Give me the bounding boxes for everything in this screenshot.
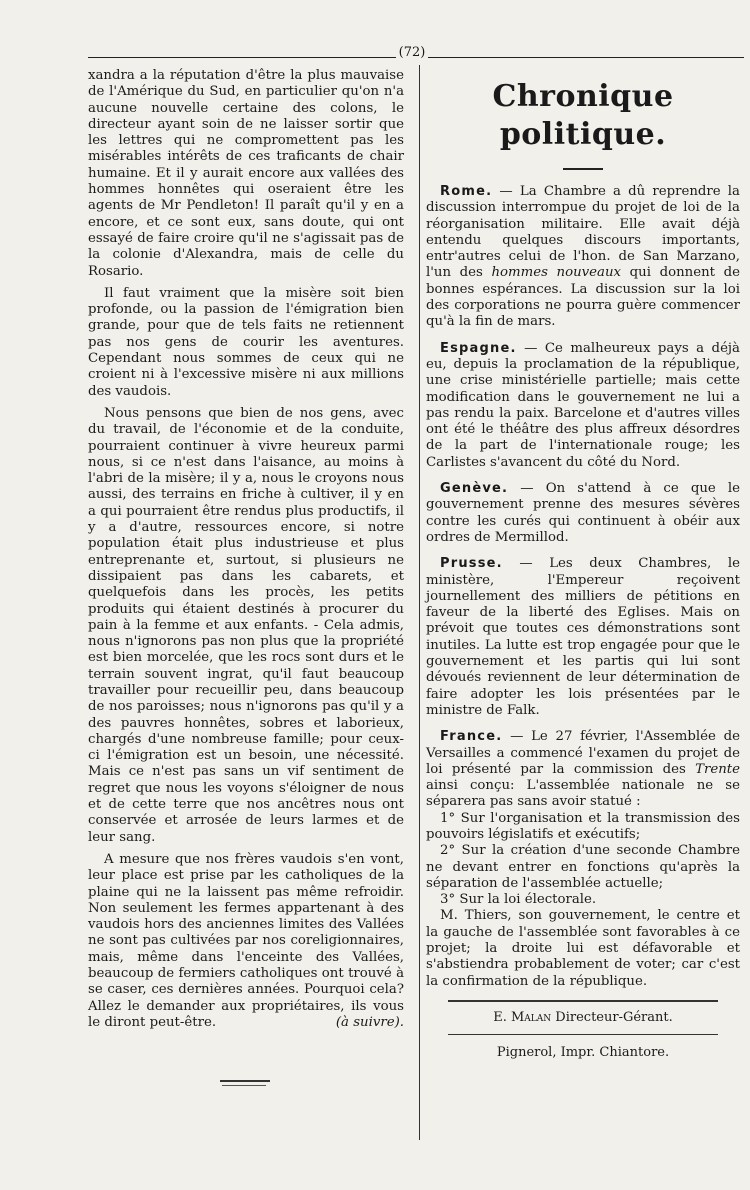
article-rome-text-a: — La Chambre a dû reprendre la discussion interrompue du projet de loi de la réorganisation militaire. Elle avait déjà entendu quelques discours importants, entr'autres celui de l'hon. de San Marzano, l'un des <box>426 184 740 281</box>
article-france <box>426 729 740 810</box>
article-paragraph-1: xandra a la réputation d'être la plus mauvaise de l'Amérique du Sud, en particulier qu'on n'a aucune nouvelle certaine des colons, le directeur ayant soin de ne laisser sortir que les lettres qui ne compromettent pas les misérables intérêts de ces traficants de chair humaine. Et il y aurait encore aux vallées des hommes honnêtes qui oseraient être les agents de Mr Pendleton! Il paraît qu'il y en a encore, et ce sont eux, sans doute, qui ont essayé de faire croire qu'il ne s'agissait pas de la colonie d'Alexandra, mais de celle du Rosario. <box>88 68 404 279</box>
article-france-italic: Trente <box>695 761 740 777</box>
article-paragraph-4 <box>88 852 404 1031</box>
article-paragraph-2: Il faut vraiment que la misère soit bien profonde, ou la passion de l'émigration bien grande, pour que de tels faits ne retiennent pas nos gens de courir les aventures. Cependant nous sommes de ceux qui ne croient ni à l'excessive misère ni aux millions des vaudois. <box>88 285 404 399</box>
article-paragraph-4-text: A mesure que nos frères vaudois s'en vont, leur place est prise par les catholiques de la plaine qui ne la laissent pas même refroidir. Non seulement les fermes appartenant à des vaudois hors des anciennes limites des Vallées ne sont pas cultivées par nos coreligionnaires, mais, même dans l'enceinte des Vallées, beaucoup de fermiers catholiques ont trouvé à se caser, ces dernières années. Pourquoi cela? Allez le demander aux propriétaires, ils vous le diront peut-être. <box>88 851 404 1030</box>
end-rule-secondary <box>222 1085 266 1086</box>
article-geneve-heading: Genève. <box>440 481 509 497</box>
article-prusse <box>426 556 740 719</box>
article-prusse-heading: Prusse. <box>440 556 503 572</box>
article-france-closing: M. Thiers, son gouvernement, le centre et la gauche de l'assemblée sont favorables à ce projet; la droite lui est défavorable et s'abstiendra probablement de voter; car c'est la confirmation de la république. <box>426 908 740 989</box>
header-rule-left <box>88 57 396 58</box>
article-rome-italic: hommes nouveaux <box>491 265 622 281</box>
section-title: Chronique politique. <box>492 79 674 152</box>
to-be-continued: (à suivre). <box>335 1014 404 1030</box>
signature-rule-top <box>448 1000 718 1002</box>
article-geneve <box>426 481 740 546</box>
article-espagne-text: — Ce malheureux pays a déjà eu, depuis la proclamation de la république, une crise ministérielle partielle; mais cette modification dans le gouvernement ne lui a pas rendu la paix. Barcelone et d'autres villes ont été le théâtre des plus affreux désordres de la part de l'internationale rouge; les Carlistes s'avancent du côté du Nord. <box>426 340 740 470</box>
column-separator <box>419 65 420 1140</box>
signature <box>426 1010 740 1026</box>
list-item-1: 1° Sur l'organisation et la transmission des pouvoirs législatifs et exécutifs; <box>426 810 740 842</box>
list-item-2: 2° Sur la création d'une seconde Chambre ne devant entrer en fonctions qu'après la séparation de l'assemblée actuelle; <box>426 843 740 891</box>
title-rule <box>563 168 603 170</box>
end-rule <box>220 1080 270 1082</box>
article-espagne-heading: Espagne. <box>440 340 517 356</box>
signature-role: Directeur-Gérant. <box>551 1009 673 1025</box>
signature-rule-bottom <box>448 1034 718 1035</box>
article-prusse-text: — Les deux Chambres, le ministère, l'Empereur reçoivent journellement des milliers de pétitions en faveur de la liberté des Eglises. Mais on prévoit que toutes ces démonstrations sont inutiles. La lutte est trop engagée pour que le gouvernement et les partis qui lui sont dévoués reviennent de leur détermination de faire adopter les lois présentées par le ministre de Falk. <box>426 556 740 718</box>
signature-name: Malan <box>511 1009 552 1025</box>
printer-line: Pignerol, Impr. Chiantore. <box>496 1045 670 1061</box>
page-number: (72) <box>398 45 426 60</box>
article-geneve-text: — On s'attend à ce que le gouvernement prenne des mesures sévères contre les curés qui continuent à obéir aux ordres de Mermillod. <box>426 481 740 545</box>
article-france-text-a: — Le 27 février, l'Assemblée de Versailles a commencé l'examen du projet de loi présenté par la commission des <box>426 729 740 777</box>
left-column <box>88 68 404 1031</box>
article-rome-text-b: qui donnent de bonnes espérances. La discussion sur la loi des corporations ne pourra guère commencer qu'à la fin de mars. <box>426 265 740 330</box>
list-item-3: 3° Sur la loi électorale. <box>440 892 597 908</box>
article-france-heading: France. <box>440 729 503 745</box>
article-rome-heading: Rome. <box>440 184 493 199</box>
article-rome <box>426 184 740 331</box>
right-column <box>426 68 740 1062</box>
article-paragraph-3: Nous pensons que bien de nos gens, avec du travail, de l'économie et de la conduite, pourraient continuer à vivre heureux parmi nous, si ce n'est dans l'aisance, au moins à l'abri de la misère; il y a, nous le croyons nous aussi, des terrains en friche à cultiver, il y en a qui pourraient être rendus plus productifs, il y a d'autre, ressources encore, si notre population était plus industrieuse et plus entreprenante et, surtout, si plusieurs ne dissipaient pas dans les cabarets, et quelquefois dans les procès, les petits produits qui étaient destinés à procurer du pain à la femme et aux enfants. - Cela admis, nous n'ignorons pas non plus que la propriété est bien morcelée, que les rocs sont durs et le terrain souvent ingrat, qu'il faut beaucoup travailler pour recueillir peu, dans beaucoup de nos paroisses; nous n'ignorons pas qu'il y a des pauvres honnêtes, sobres et laborieux, chargés d'une nombreuse famille; pour ceux-ci l'émigration est un besoin, une nécessité. Mais ce n'est pas sans un vif sentiment de regret que nous les voyons s'éloigner de nous et de cette terre que nos ancêtres nous ont conservée et arrosée de leurs larmes et de leur sang. <box>88 405 404 845</box>
header-rule-right <box>428 57 744 58</box>
article-espagne <box>426 341 740 471</box>
article-france-text-b: ainsi conçu: L'assemblée nationale ne se séparera pas sans avoir statué : <box>426 778 740 810</box>
signature-initial: E. <box>493 1009 511 1025</box>
